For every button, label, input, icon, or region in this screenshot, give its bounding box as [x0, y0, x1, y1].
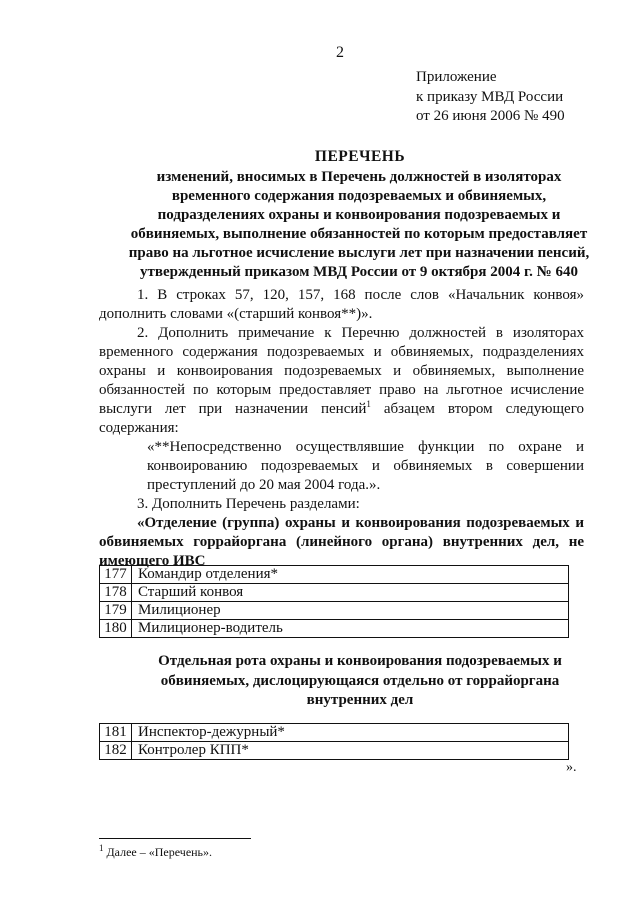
- footnote-reference: 1: [366, 399, 371, 409]
- row-number: 182: [100, 742, 132, 760]
- appendix-line-2: к приказу МВД России: [416, 88, 564, 105]
- subtitle-line: временного содержания подозреваемых и обвиняемых,: [171, 188, 547, 204]
- table-row: [100, 584, 569, 602]
- footnote-text: Далее – «Перечень».: [103, 845, 213, 859]
- subtitle-line: право на льготное исчисление выслуги лет при назначении пенсий,: [128, 245, 590, 261]
- item-2-text: 2. Дополнить примечание к Перечню должностей в изоляторах временного содержания подозреваемых и обвиняемых, подразделениях охраны и конвоирования подозреваемых и обвиняемых, выполнение обязанностей по которым предоставляет право на льготное исчисление выслуги лет при назначении пенсий: [99, 325, 584, 417]
- item-2-paragraph: [99, 324, 584, 438]
- table-row: [100, 742, 569, 760]
- footnote: [99, 845, 212, 860]
- footnote-separator: [99, 838, 251, 839]
- subtitle-line: изменений, вносимых в Перечень должностей в изоляторах: [156, 169, 562, 185]
- subtitle-line: утвержденный приказом МВД России от 9 октября 2004 г. № 640: [140, 264, 578, 280]
- position-name: Командир отделения*: [132, 566, 569, 584]
- row-number: 179: [100, 602, 132, 620]
- position-name: Милиционер-водитель: [132, 620, 569, 638]
- positions-table-2: [99, 723, 569, 760]
- document-subtitle: [104, 168, 614, 282]
- appendix-line-1: Приложение: [416, 69, 497, 85]
- section-2-title: Отдельная рота охраны и конвоирования подозреваемых и обвиняемых, дислоцирующаяся отдельно от горрайоргана внутренних дел: [158, 653, 562, 708]
- closing-quote: ».: [566, 760, 577, 775]
- row-number: 180: [100, 620, 132, 638]
- table-row: [100, 724, 569, 742]
- quoted-note: «**Непосредственно осуществлявшие функции по охране и конвоированию подозреваемых и обвиняемых в совершении преступлений до 20 мая 2004 года.».: [147, 439, 584, 493]
- subtitle-line: подразделениях охраны и конвоирования подозреваемых и: [157, 207, 561, 223]
- subtitle-line: обвиняемых, выполнение обязанностей по которым предоставляет: [130, 226, 588, 242]
- position-name: Контролер КПП*: [132, 742, 569, 760]
- row-number: 178: [100, 584, 132, 602]
- table-row: [100, 602, 569, 620]
- table-row: [100, 620, 569, 638]
- appendix-line-3: от 26 июня 2006 № 490: [416, 108, 565, 124]
- section-1-title: «Отделение (группа) охраны и конвоирования подозреваемых и обвиняемых горрайоргана (линейного органа) внутренних дел, не имеющего ИВС: [99, 515, 584, 569]
- positions-table-1: [99, 565, 569, 638]
- page-number: 2: [336, 44, 344, 61]
- position-name: Милиционер: [132, 602, 569, 620]
- document-title: ПЕРЕЧЕНЬ: [314, 148, 406, 165]
- item-2-text-end: абзацем втором следующего содержания:: [99, 401, 584, 436]
- position-name: Старший конвоя: [132, 584, 569, 602]
- item-3-paragraph: 3. Дополнить Перечень разделами:: [137, 496, 360, 512]
- item-1-paragraph: 1. В строках 57, 120, 157, 168 после слов «Начальник конвоя» дополнить словами «(старший конвоя**)».: [99, 287, 584, 322]
- appendix-header: [416, 68, 565, 127]
- footnote-mark: 1: [99, 843, 104, 853]
- document-body: [99, 286, 584, 571]
- row-number: 177: [100, 566, 132, 584]
- position-name: Инспектор-дежурный*: [132, 724, 569, 742]
- row-number: 181: [100, 724, 132, 742]
- table-row: [100, 566, 569, 584]
